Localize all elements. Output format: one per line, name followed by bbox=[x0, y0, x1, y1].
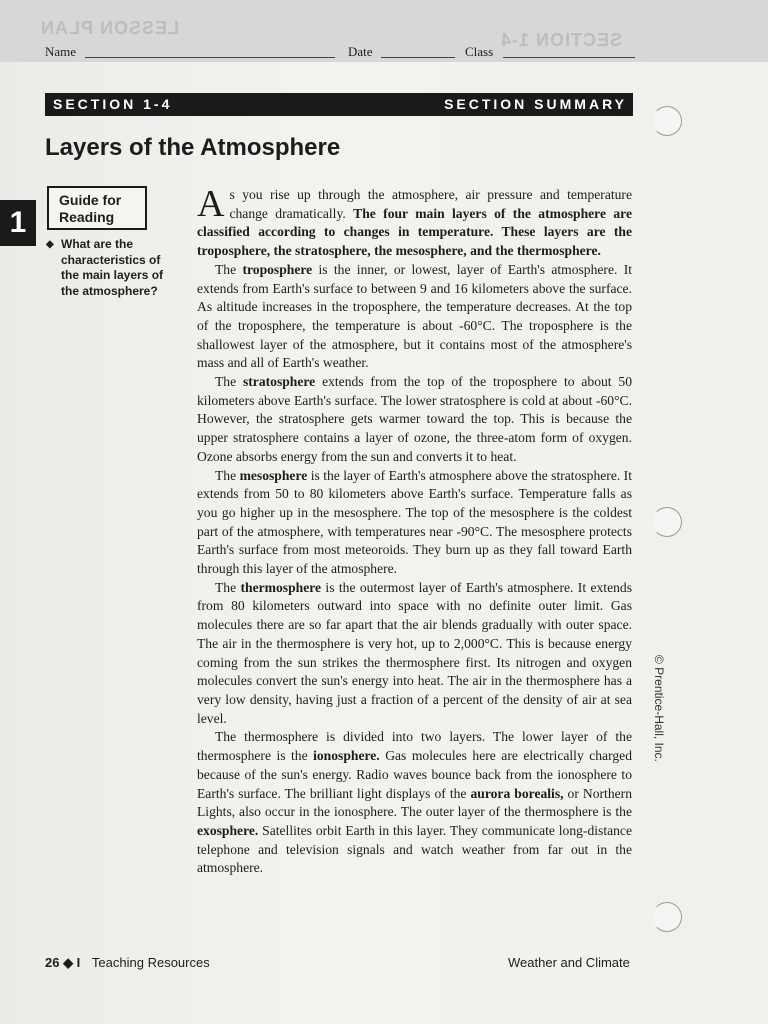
name-label: Name bbox=[45, 44, 77, 59]
date-line[interactable] bbox=[381, 57, 455, 58]
diamond-bullet-icon: ◆ bbox=[46, 239, 54, 250]
term-aurora-borealis: aurora borealis, bbox=[470, 785, 564, 801]
copyright-notice: © Prentice-Hall, Inc. bbox=[652, 655, 666, 762]
paragraph-intro: As you rise up through the atmosphere, air pressure and temperature change dramatically. The four main layers of the atmosphere are classified according to changes in temperature. These layers are the troposphere, the stratosphere, the mesosphere, and the thermosphere. bbox=[197, 183, 632, 259]
summary-body bbox=[197, 183, 632, 878]
chapter-tab: 1 bbox=[0, 200, 36, 246]
paragraph-troposphere: The troposphere is the inner, or lowest, layer of Earth's atmosphere. It extends from Earth's surface to between 9 and 16 kilometers above the surface. As altitude increases in the troposphere, the temperature decreases. At the top of the troposphere, the temperature is about -60°C. The troposphere is the shallowest layer of the atmosphere, but it contains most of the atmosphere's mass and all of Earth's weather. bbox=[197, 261, 632, 371]
footer-left bbox=[45, 955, 210, 971]
page-number: 26 ◆ I bbox=[45, 955, 81, 970]
page-title: Layers of the Atmosphere bbox=[45, 134, 341, 161]
term-stratosphere: stratosphere bbox=[242, 374, 316, 390]
bleed-through-text-left: LESSON PLAN bbox=[40, 18, 180, 38]
resource-label: Teaching Resources bbox=[91, 955, 210, 970]
guide-question bbox=[46, 237, 176, 299]
term-exosphere: exosphere. bbox=[197, 822, 259, 838]
guide-for-reading-box bbox=[47, 186, 147, 230]
key-concept: The four main layers of the atmosphere are classified according to changes in temperature. These layers are the troposphere, the stratosphere, the mesosphere, and the thermosphere. bbox=[197, 205, 632, 259]
paragraph-thermosphere: The thermosphere is the outermost layer of Earth's atmosphere. It extends from 80 kilometers outward into space with no definite outer limit. Gas molecules there are so far apart that the air blends gradually with outer space. The air in the thermosphere is very hot, up to 2,000°C. This is because energy coming from the sun strikes the thermosphere first. Its nitrogen and oxygen molecules convert the sun's energy into heat. The air in the thermosphere has a very low density, having just a fraction of a percent of the density of air at sea level. bbox=[197, 579, 632, 726]
section-type: SECTION SUMMARY bbox=[444, 96, 627, 112]
bleed-through-text-right: SECTION 1-4 bbox=[500, 30, 623, 50]
book-title: Weather and Climate bbox=[508, 955, 630, 970]
binder-hole-bottom bbox=[652, 902, 682, 932]
section-number: SECTION 1-4 bbox=[53, 96, 173, 112]
guide-box-line2: Reading bbox=[59, 209, 115, 225]
term-thermosphere: thermosphere bbox=[240, 579, 322, 595]
class-line[interactable] bbox=[503, 57, 635, 58]
term-troposphere: troposphere bbox=[242, 261, 313, 277]
term-ionosphere: ionosphere. bbox=[313, 748, 380, 764]
paragraph-mesosphere: The mesosphere is the layer of Earth's atmosphere above the stratosphere. It extends from 50 to 80 kilometers above Earth's surface. Temperature falls as you go higher up in the mesosphere. The top of the mesosphere is the coldest part of the atmosphere, with temperatures near -90°C. The mesosphere protects Earth's surface from most meteoroids. They burn up as they fall toward Earth through this layer of the atmosphere. bbox=[197, 467, 632, 577]
guide-question-text: What are the characteristics of the main layers of the atmosphere? bbox=[61, 237, 164, 298]
term-mesosphere: mesosphere bbox=[239, 467, 308, 483]
guide-box-line1: Guide for bbox=[59, 192, 122, 208]
name-line[interactable] bbox=[85, 57, 335, 58]
paragraph-stratosphere: The stratosphere extends from the top of the troposphere to about 50 kilometers above Earth's surface. The lower stratosphere is cold at about -60°C. However, the stratosphere gets warmer toward the top. This is because the upper stratosphere contains a layer of ozone, the three-atom form of oxygen. Ozone absorbs energy from the sun and converts it to heat. bbox=[197, 374, 632, 464]
paragraph-thermosphere-layers: The thermosphere is divided into two layers. The lower layer of the thermosphere is the ionosphere. Gas molecules here are electrically charged because of the sun's energy. Radio waves bounce back from the ionosphere to Earth's surface. The brilliant light displays of the aurora borealis, or Northern Lights, also occur in the ionosphere. The outer layer of the thermosphere is the exosphere. Satellites orbit Earth in this layer. They communicate long-distance telephone and television signals and watch weather from far out in the atmosphere. bbox=[197, 729, 632, 876]
header-fields bbox=[45, 40, 635, 60]
section-bar bbox=[45, 93, 633, 116]
date-label: Date bbox=[348, 44, 373, 59]
class-label: Class bbox=[465, 44, 494, 59]
drop-cap: A bbox=[197, 183, 225, 225]
binder-hole-top bbox=[652, 106, 682, 136]
binder-hole-middle bbox=[652, 507, 682, 537]
